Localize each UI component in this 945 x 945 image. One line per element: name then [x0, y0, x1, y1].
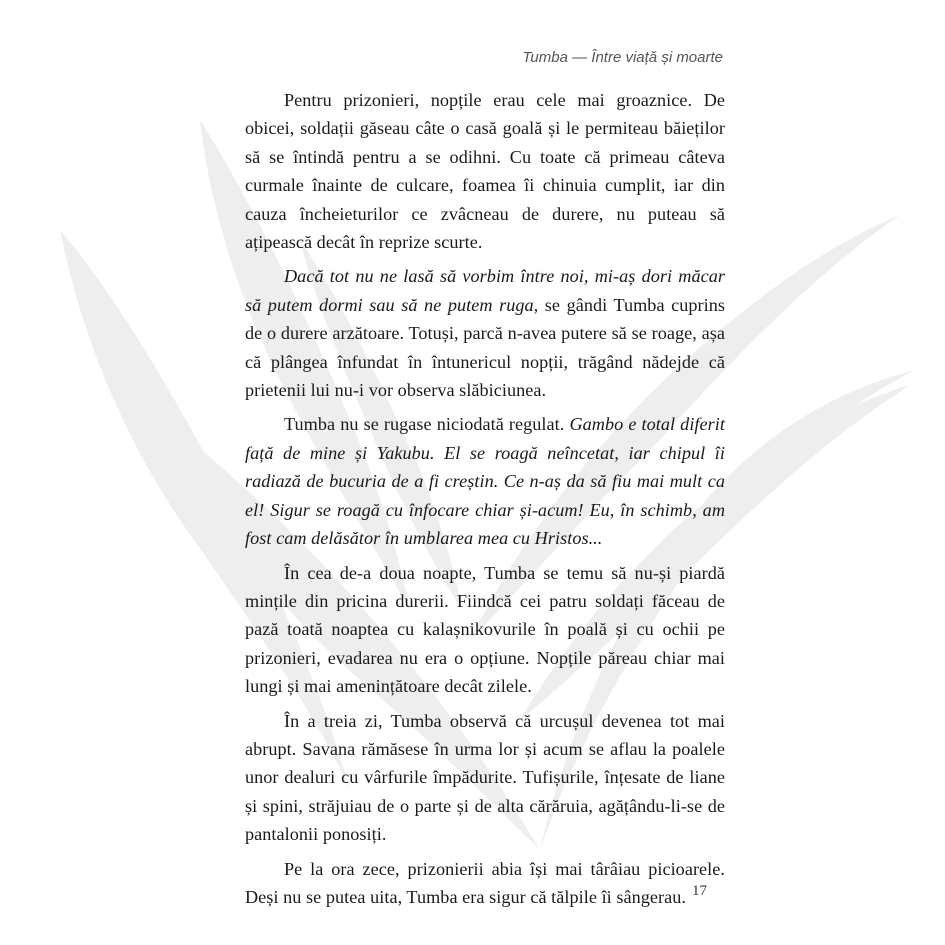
italic-text-segment: Dacă tot nu ne lasă să vorbim între noi, mi-aș dori măcar să putem dormi sau să ne putem ruga, [245, 266, 725, 315]
text-segment: Tumba nu se rugase niciodată regulat. [284, 414, 570, 435]
body-paragraph [245, 855, 725, 912]
body-paragraph [245, 410, 725, 552]
body-paragraph [245, 262, 725, 404]
page-number: 17 [692, 883, 707, 899]
body-paragraph [245, 86, 725, 256]
running-header: Tumba — Între viață și moarte [522, 49, 723, 66]
body-paragraph [245, 559, 725, 701]
page-body [245, 86, 725, 917]
body-paragraph [245, 707, 725, 849]
text-segment: Pentru prizonieri, nopțile erau cele mai groaznice. De obicei, soldații găseau câte o casă goală și le permiteau băieților să se întindă pentru a se odihni. Cu toate că primeau câteva curmale înainte de culcare, foamea îi chinuia cumplit, iar din cauza încheieturilor ce zvâcneau de durere, nu puteau să ațipească decât în reprize scurte. [245, 90, 725, 253]
italic-text-segment: Gambo e total diferit față de mine și Yakubu. El se roagă neîncetat, iar chipul îi radiază de bucuria de a fi creștin. Ce n-aș da să fiu mai mult ca el! Sigur se roagă cu înfocare chiar și-acum! Eu, în schimb, am fost cam delăsător în umblarea mea cu Hristos... [245, 414, 725, 549]
text-segment: Pe la ora zece, prizonierii abia își mai târâiau picioarele. Deși nu se putea uita, Tumba era sigur că tălpile îi sângerau. [245, 858, 725, 907]
text-segment: se gândi Tumba cuprins de o durere arzătoare. Totuși, parcă n-avea putere să se roage, așa că plângea înfundat în întunericul nopții, trăgând nădejde că prietenii lui nu-i vor observa slăbiciunea. [245, 294, 726, 401]
text-segment: În a treia zi, Tumba observă că urcușul devenea tot mai abrupt. Savana rămăsese în urma lor și acum se aflau la poalele unor dealuri cu vârfurile împădurite. Tufișurile, înțesate de liane și spini, străjuiau de o parte și de alta cărăruia, agățându-li-se de pantalonii ponosiți. [245, 710, 725, 845]
text-segment: În cea de-a doua noapte, Tumba se temu să nu-și piardă mințile din pricina durerii. Fiindcă cei patru soldați făceau de pază toată noaptea cu kalașnikovurile în poală și cu ochii pe prizonieri, evadarea nu era o opțiune. Nopțile păreau chiar mai lungi și mai amenințătoare decât zilele. [245, 562, 725, 697]
